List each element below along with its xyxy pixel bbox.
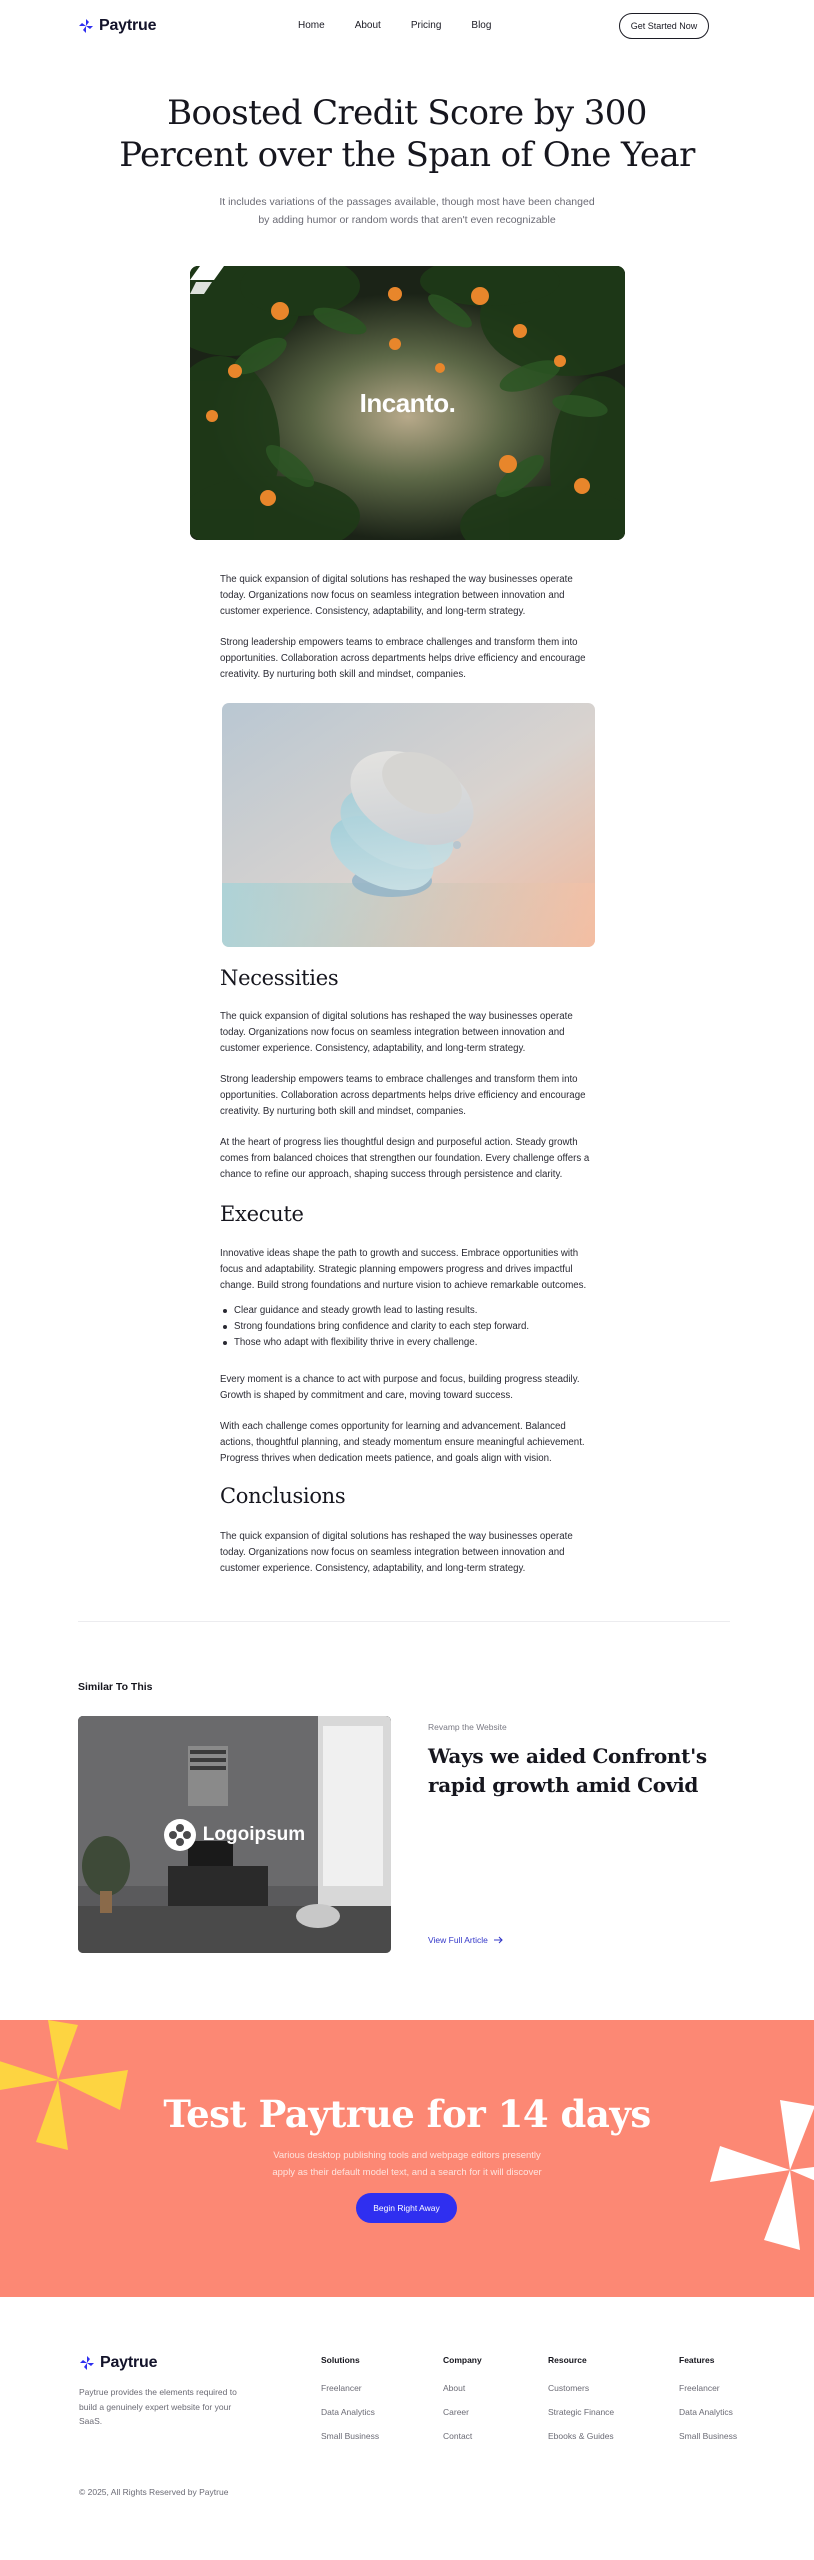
nav-link-home[interactable]: Home xyxy=(298,20,325,31)
nav-link-about[interactable]: About xyxy=(354,20,381,31)
footer-link[interactable]: Customers xyxy=(548,2383,590,2393)
footer-description: Paytrue provides the elements required to build a genuinely expert website for your SaaS. xyxy=(79,2387,237,2426)
article-paragraph: Strong leadership empowers teams to embrace challenges and transform them into opportunities. Collaboration across departments helps drive efficiency and encourage creativity. By nurturing both skill and mindset, companies. xyxy=(220,637,586,680)
footer-link[interactable]: Ebooks & Guides xyxy=(548,2431,614,2441)
article-category-tag: Revamp the Website xyxy=(428,1722,507,1732)
footer-column-title: Company xyxy=(443,2355,482,2365)
get-started-button[interactable]: Get Started Now xyxy=(619,13,709,39)
article-paragraph: The quick expansion of digital solutions has reshaped the way businesses operate today. Organizations now focus on seamless integration between innovation and customer experience. Consistency, adaptability, and long-term strategy. xyxy=(220,1011,573,1054)
section-heading-execute: Execute xyxy=(220,1202,304,1226)
footer-column-title: Resource xyxy=(548,2355,587,2365)
footer-link[interactable]: Small Business xyxy=(321,2431,380,2441)
section-heading-necessities: Necessities xyxy=(220,966,339,990)
article-paragraph: Every moment is a chance to act with purpose and focus, building progress steadily. Growth is shaped by commitment and care, moving toward success. xyxy=(220,1374,580,1401)
footer-link[interactable]: Contact xyxy=(443,2431,473,2441)
pinwheel-logo-icon xyxy=(78,18,94,34)
trial-cta-band xyxy=(0,2020,814,2297)
incanto-logo-icon xyxy=(190,266,224,294)
brand-logo[interactable] xyxy=(78,17,156,35)
trial-subtitle: Various desktop publishing tools and webpage editors presently apply as their default model text, and a search for it will discover xyxy=(272,2150,542,2178)
section-heading-conclusions: Conclusions xyxy=(220,1484,346,1508)
article-paragraph: At the heart of progress lies thoughtful design and purposeful action. Steady growth comes from balanced choices that strengthen our foundation. Every challenge offers a chance to refine our approach, shaping success through persistence and clarity. xyxy=(220,1137,590,1180)
article-paragraph: The quick expansion of digital solutions has reshaped the way businesses operate today. Organizations now focus on seamless integration between innovation and customer experience. Consistency, adaptability, and long-term strategy. xyxy=(220,574,573,617)
footer-link[interactable]: Freelancer xyxy=(321,2383,362,2393)
abstract-discs-illustration xyxy=(222,703,595,947)
footer-brand-logo[interactable] xyxy=(79,2354,157,2372)
top-navigation xyxy=(0,0,814,52)
incanto-logo-text: Incanto. xyxy=(359,387,456,418)
pinwheel-logo-icon xyxy=(79,2355,95,2371)
similar-article-image[interactable] xyxy=(78,1716,391,1953)
brand-name: Paytrue xyxy=(100,2354,158,2371)
article-paragraph: The quick expansion of digital solutions has reshaped the way businesses operate today. Organizations now focus on seamless integration between innovation and customer experience. Consistency, adaptability, and long-term strategy. xyxy=(220,1531,573,1574)
footer-column-resource xyxy=(548,2355,614,2455)
arrow-right-icon xyxy=(494,1936,504,1944)
begin-right-away-button[interactable]: Begin Right Away xyxy=(356,2193,457,2223)
bullet-list xyxy=(220,1303,600,1351)
similar-article-title[interactable]: Ways we aided Confront's rapid growth amid Covid xyxy=(428,1744,707,1797)
article-paragraph: With each challenge comes opportunity for learning and advancement. Balanced actions, thoughtful planning, and steady momentum ensure meaningful achievement. Progress thrives when dedication meets patience, and goals align with vision. xyxy=(220,1421,585,1464)
footer-column-title: Features xyxy=(679,2355,715,2365)
list-item: Strong foundations bring confidence and clarity to each step forward. xyxy=(220,1319,600,1335)
footer-column-company xyxy=(443,2355,482,2455)
article-paragraph: Strong leadership empowers teams to embrace challenges and transform them into opportunities. Collaboration across departments helps drive efficiency and encourage creativity. By nurturing both skill and mindset, companies. xyxy=(220,1074,586,1117)
footer-column-solutions xyxy=(321,2355,379,2455)
page-title: Boosted Credit Score by 300 Percent over the Span of One Year xyxy=(119,93,695,175)
section-divider xyxy=(78,1621,730,1622)
logoipsum-logo-icon xyxy=(164,1819,196,1851)
logoipsum-brand-overlay xyxy=(78,1716,391,1953)
article-paragraph: Innovative ideas shape the path to growth and success. Embrace opportunities with focus and adaptability. Strategic planning empowers progress and drives impactful change. Build strong foundations and nurture vision to achieve remarkable outcomes. xyxy=(220,1248,587,1291)
incanto-brand-overlay xyxy=(190,266,625,540)
similar-section-heading: Similar To This xyxy=(78,1681,153,1693)
footer-column-title: Solutions xyxy=(321,2355,360,2365)
footer-link[interactable]: Data Analytics xyxy=(321,2407,375,2417)
brand-name: Paytrue xyxy=(99,17,157,34)
hero-image xyxy=(190,266,625,540)
abstract-3d-image xyxy=(222,703,595,947)
footer-column-features xyxy=(679,2355,737,2455)
nav-link-pricing[interactable]: Pricing xyxy=(410,20,442,31)
nav-links xyxy=(298,20,521,31)
view-full-article-label: View Full Article xyxy=(428,1935,488,1945)
footer-link[interactable]: Strategic Finance xyxy=(548,2407,615,2417)
footer-link[interactable]: Freelancer xyxy=(679,2383,720,2393)
trial-heading: Test Paytrue for 14 days xyxy=(163,2092,651,2136)
nav-link-blog[interactable]: Blog xyxy=(471,20,492,31)
footer-link[interactable]: Small Business xyxy=(679,2431,738,2441)
view-full-article-link[interactable] xyxy=(428,1935,504,1945)
logoipsum-logo-text: Logoipsum xyxy=(202,1823,306,1845)
copyright-text: © 2025, All Rights Reserved by Paytrue xyxy=(79,2487,229,2497)
footer-link[interactable]: Career xyxy=(443,2407,469,2417)
footer-link[interactable]: Data Analytics xyxy=(679,2407,733,2417)
page-subtitle: It includes variations of the passages available, though most have been changed by adding humor or random words that aren't even recognizable xyxy=(219,196,595,226)
list-item: Clear guidance and steady growth lead to lasting results. xyxy=(220,1303,600,1319)
list-item: Those who adapt with flexibility thrive in every challenge. xyxy=(220,1335,600,1351)
footer-link[interactable]: About xyxy=(443,2383,466,2393)
